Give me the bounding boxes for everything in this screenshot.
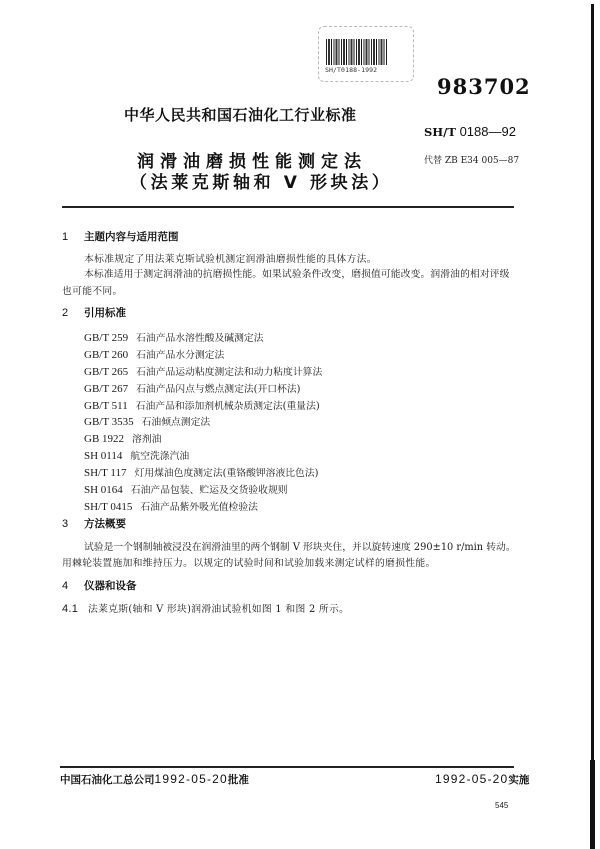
document-subtitle: （法莱克斯轴和 V 形块法） bbox=[130, 173, 393, 193]
reference-code: SH/T 0415 bbox=[84, 501, 133, 513]
scan-edge-line bbox=[591, 4, 594, 849]
section-title: 仪器和设备 bbox=[84, 580, 137, 592]
reference-code: GB/T 265 bbox=[84, 366, 129, 378]
approval-suffix: 批准 bbox=[227, 774, 249, 786]
reference-item bbox=[84, 330, 263, 344]
reference-code: GB/T 259 bbox=[84, 332, 129, 344]
document-title: 润滑油磨损性能测定法 bbox=[137, 152, 367, 172]
section-number: 3 bbox=[62, 518, 69, 530]
reference-code: GB/T 3535 bbox=[84, 416, 134, 428]
footer-divider bbox=[60, 766, 514, 768]
reference-code: SH 0164 bbox=[84, 484, 123, 496]
reference-title: 石油产品紫外吸光值检验法 bbox=[140, 502, 258, 513]
reference-code: GB/T 267 bbox=[84, 383, 129, 395]
issuing-body: 中华人民共和国石油化工行业标准 bbox=[124, 106, 357, 124]
scan-edge-shadow bbox=[590, 760, 595, 849]
subsection-number: 4.1 bbox=[62, 603, 79, 615]
reference-title: 石油产品水分测定法 bbox=[136, 350, 225, 361]
header-divider bbox=[62, 206, 514, 208]
reference-title: 石油倾点测定法 bbox=[141, 417, 211, 428]
subsection-4-1 bbox=[62, 601, 349, 615]
standard-prefix: SH/T bbox=[424, 125, 456, 139]
barcode-label: SH/T0188-1992 bbox=[325, 66, 378, 74]
reference-item bbox=[84, 347, 224, 361]
reference-code: GB/T 260 bbox=[84, 349, 129, 361]
paragraph: 试验是一个钢制轴被浸没在润滑油里的两个钢制 V 形块夹住，并以旋转速度 290±10 r/min 转动。 bbox=[84, 542, 516, 553]
reference-title: 石油产品和添加剂机械杂质测定法(重量法) bbox=[135, 401, 320, 412]
reference-item bbox=[84, 465, 318, 479]
reference-item bbox=[84, 414, 210, 428]
reference-title: 石油产品闪点与燃点测定法(开口杯法) bbox=[136, 384, 301, 395]
reference-item bbox=[84, 381, 301, 395]
standard-code bbox=[424, 124, 516, 139]
reference-title: 石油产品水溶性酸及碱测定法 bbox=[136, 333, 264, 344]
reference-code: SH 0114 bbox=[84, 450, 123, 462]
approver: 中国石油化工总公司 bbox=[60, 774, 155, 786]
standard-number: 0188—92 bbox=[459, 124, 516, 139]
paragraph: 本标准适用于测定润滑油的抗磨损性能。如果试验条件改变，磨损值可能改变。润滑油的相对评级 bbox=[84, 269, 510, 280]
reference-item bbox=[84, 482, 288, 496]
section-number: 4 bbox=[62, 580, 69, 592]
section-number: 2 bbox=[62, 307, 69, 319]
section-4-heading bbox=[62, 578, 137, 593]
replaces-standard: 代替 ZB E34 005—87 bbox=[424, 156, 520, 166]
section-2-heading bbox=[62, 305, 126, 320]
reference-item bbox=[84, 431, 161, 445]
page-number: 545 bbox=[495, 801, 509, 810]
section-3-heading bbox=[62, 516, 126, 531]
reference-item bbox=[84, 398, 320, 412]
reference-code: GB/T 511 bbox=[84, 400, 128, 412]
reference-title: 石油产品运动粘度测定法和动力粘度计算法 bbox=[136, 367, 323, 378]
barcode-icon bbox=[326, 39, 387, 65]
effective-suffix: 实施 bbox=[508, 774, 530, 786]
section-1-heading bbox=[62, 229, 179, 244]
paragraph-continuation: 用棘轮装置施加和维持压力。以规定的试验时间和试验加载来测定试样的磨损性能。 bbox=[62, 558, 436, 569]
section-title: 引用标准 bbox=[84, 307, 126, 319]
reference-item bbox=[84, 364, 322, 378]
reference-code: GB 1922 bbox=[84, 433, 125, 445]
subsection-text: 法莱克斯(轴和 V 形块)润滑油试验机如图 1 和图 2 所示。 bbox=[88, 604, 350, 615]
reference-title: 石油产品包装、贮运及交货验收规则 bbox=[130, 485, 288, 496]
paragraph-continuation: 也可能不同。 bbox=[62, 286, 123, 297]
document-number: 983702 bbox=[437, 74, 531, 99]
effective-date: 1992-05-20 bbox=[435, 772, 509, 786]
approval-date: 1992-05-20 bbox=[154, 772, 228, 786]
reference-title: 溶剂油 bbox=[132, 434, 162, 445]
reference-item bbox=[84, 499, 258, 513]
approval-line bbox=[60, 772, 249, 787]
effective-line bbox=[435, 772, 529, 787]
section-number: 1 bbox=[62, 231, 69, 243]
reference-title: 航空洗涤汽油 bbox=[130, 451, 190, 462]
paragraph: 本标准规定了用法莱克斯试验机测定润滑油磨损性能的具体方法。 bbox=[84, 254, 377, 265]
section-title: 主题内容与适用范围 bbox=[84, 231, 179, 243]
reference-title: 灯用煤油色度测定法(重铬酸钾溶液比色法) bbox=[134, 468, 319, 479]
reference-item bbox=[84, 448, 189, 462]
section-title: 方法概要 bbox=[84, 518, 126, 530]
reference-code: SH/T 117 bbox=[84, 467, 127, 479]
